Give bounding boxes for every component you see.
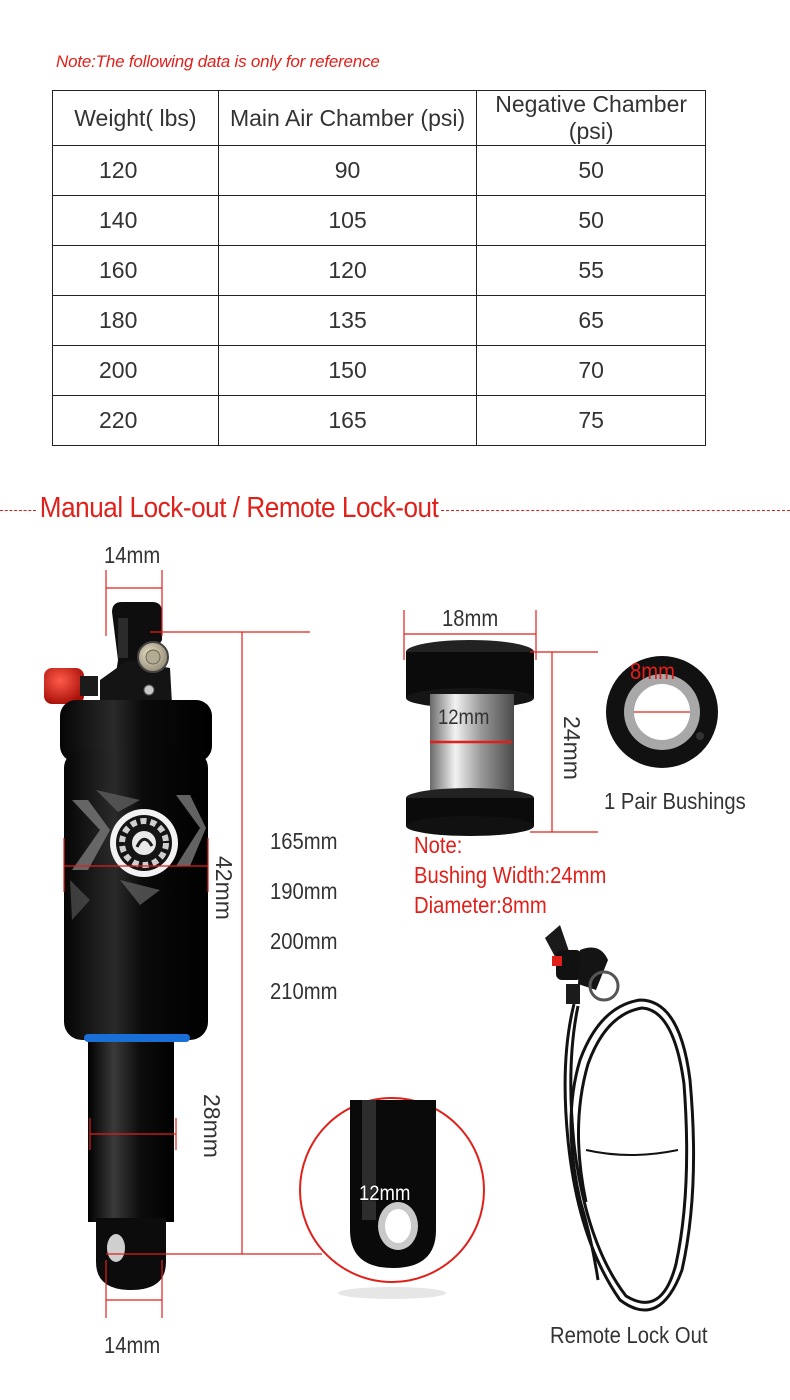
- cell-negative: 50: [477, 196, 706, 246]
- bushing-caption: 1 Pair Bushings: [604, 788, 746, 814]
- header-negative: Negative Chamber (psi): [477, 91, 706, 146]
- cell-weight: 160: [53, 246, 219, 296]
- top-eye-width-label: 14mm: [104, 542, 161, 568]
- cell-negative: 75: [477, 396, 706, 446]
- body-diameter-label: 42mm: [211, 856, 237, 920]
- cell-main-air: 165: [218, 396, 477, 446]
- cell-weight: 120: [53, 146, 219, 196]
- cell-main-air: 90: [218, 146, 477, 196]
- bushing-width-dimension: 18mm: [442, 605, 499, 631]
- cell-negative: 50: [477, 146, 706, 196]
- length-option-200: 200mm: [270, 928, 338, 954]
- remote-cable: [565, 1000, 693, 1310]
- length-option-165: 165mm: [270, 828, 338, 854]
- cell-main-air: 150: [218, 346, 477, 396]
- remote-lockout-lever: [545, 925, 618, 1004]
- bushing-note-diameter: Diameter:8mm: [414, 892, 547, 918]
- shock-absorber: [44, 602, 212, 1290]
- cell-negative: 70: [477, 346, 706, 396]
- reference-note: Note:The following data is only for reference: [56, 52, 380, 71]
- bushing-note-width: Bushing Width:24mm: [414, 862, 607, 888]
- lockout-knob-icon: [44, 668, 98, 704]
- cell-weight: 180: [53, 296, 219, 346]
- bushing-inner-dimension: 12mm: [438, 706, 490, 729]
- cell-weight: 140: [53, 196, 219, 246]
- length-option-210: 210mm: [270, 978, 338, 1004]
- cell-weight: 220: [53, 396, 219, 446]
- cell-main-air: 105: [218, 196, 477, 246]
- bushing-hole-dimension: 8mm: [630, 658, 675, 684]
- length-option-190: 190mm: [270, 878, 338, 904]
- cell-weight: 200: [53, 346, 219, 396]
- cell-negative: 65: [477, 296, 706, 346]
- cell-negative: 55: [477, 246, 706, 296]
- section-title: Manual Lock-out / Remote Lock-out: [39, 492, 439, 524]
- bottom-eye-width-label: 14mm: [104, 1332, 161, 1358]
- cell-main-air: 135: [218, 296, 477, 346]
- header-main-air: Main Air Chamber (psi): [218, 91, 477, 146]
- brand-logo-icon: [110, 809, 178, 877]
- bushing-note-title: Note:: [414, 832, 463, 858]
- bushing-height-dimension: 24mm: [559, 716, 585, 780]
- remote-caption: Remote Lock Out: [550, 1322, 708, 1348]
- cell-main-air: 120: [218, 246, 477, 296]
- header-weight: Weight( lbs): [53, 91, 219, 146]
- shaft-diameter-label: 28mm: [199, 1094, 225, 1158]
- eyelet-hole-dimension: 12mm: [359, 1182, 411, 1205]
